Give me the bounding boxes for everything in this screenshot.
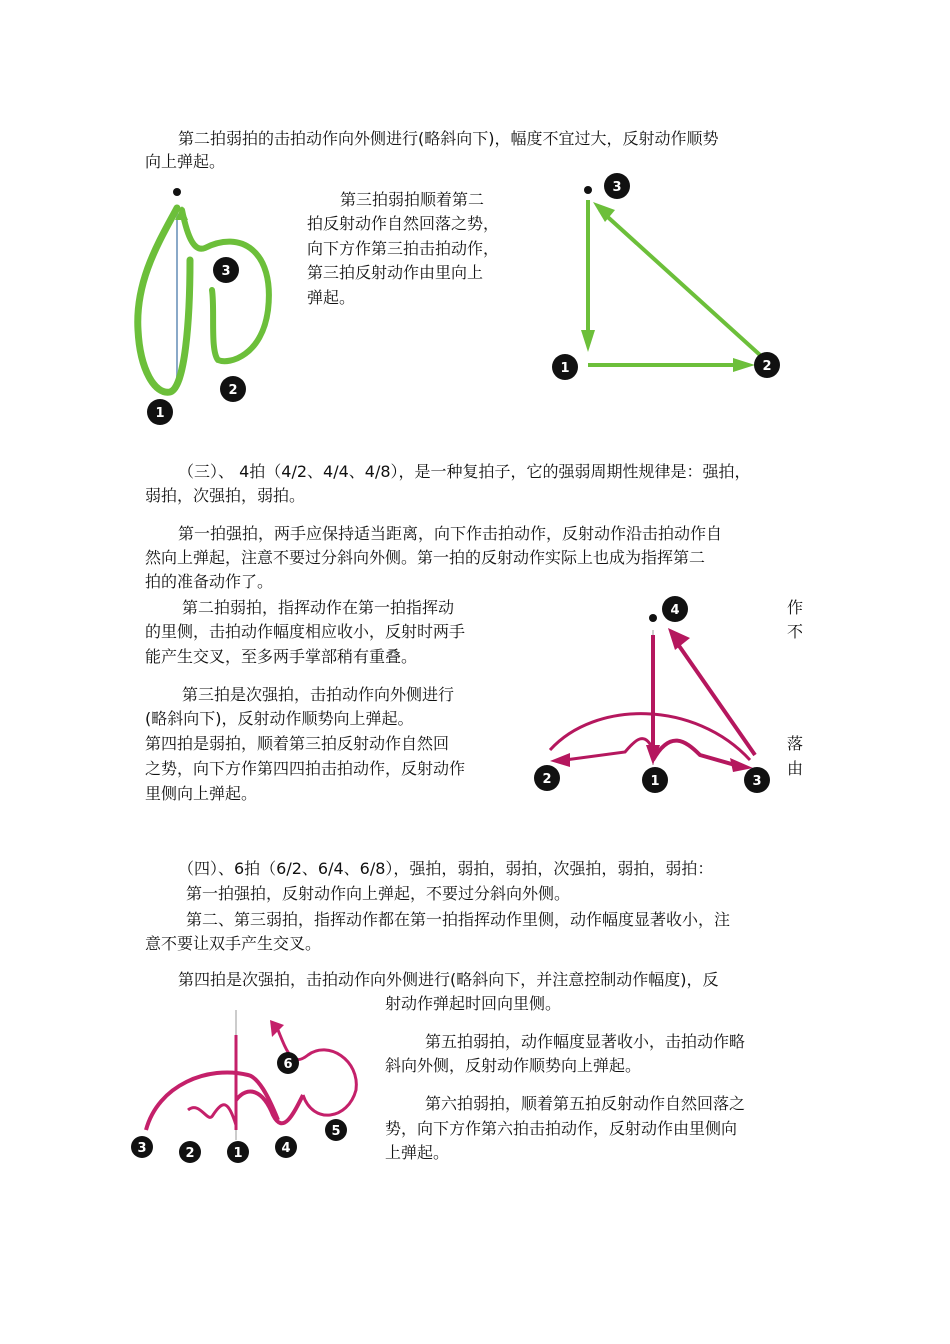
svg-text:4: 4 xyxy=(281,1141,291,1156)
text-four-beat1-line2: 然向上弹起，注意不要过分斜向外侧。第一拍的反射动作实际上也成为指挥第二 xyxy=(145,548,706,567)
loop-stroke-right xyxy=(182,210,269,361)
svg-text:1: 1 xyxy=(650,774,660,789)
svg-text:1: 1 xyxy=(560,361,570,376)
four-beat-figure xyxy=(525,590,785,800)
third-beat-line xyxy=(600,210,760,355)
three-beat-triangle-figure xyxy=(545,170,795,385)
text-beat2-line1: 第二拍弱拍的击拍动作向外侧进行(略斜向下)，幅度不宜过大，反射动作顺势 xyxy=(178,129,719,148)
second-beat-arrow xyxy=(733,358,755,372)
beat-marker-1 xyxy=(147,399,173,425)
fourth-beat-stroke xyxy=(236,1092,303,1124)
second-beat-arrow xyxy=(550,753,570,767)
svg-text:2: 2 xyxy=(185,1146,195,1161)
text-six-beat1: 第一拍强拍，反射动作向上弹起，不要过分斜向外侧。 xyxy=(186,884,571,903)
text-four-beat2-line2: 的里侧，击拍动作幅度相应收小，反射时两手 xyxy=(145,622,466,641)
text-beat3-line2: 拍反射动作自然回落之势， xyxy=(307,214,500,233)
text-four-beat4-line3: 里侧向上弹起。 xyxy=(145,784,258,803)
text-four-beat4-right1: 落 xyxy=(787,734,804,753)
beat-marker-3 xyxy=(213,257,239,283)
text-four-beat2-right2: 不 xyxy=(787,622,804,641)
text-four-beat4-line2: 之势，向下方作第四四拍击拍动作，反射动作 xyxy=(145,759,466,778)
text-four-beat4-right2: 由 xyxy=(787,759,804,778)
text-six-beat6-line2: 势，向下方作第六拍击拍动作，反射动作由里侧向 xyxy=(385,1119,738,1138)
text-beat3-line5: 弹起。 xyxy=(307,288,356,307)
beat-marker-2 xyxy=(534,765,560,791)
beat-marker-1 xyxy=(552,354,578,380)
beat-marker-2 xyxy=(179,1141,201,1163)
heading-six-beat: （四）、6拍（6/2、6/4、6/8），强拍，弱拍，弱拍，次强拍，弱拍，弱拍： xyxy=(178,859,714,878)
text-four-beat1-line1: 第一拍强拍，两手应保持适当距离，向下作击拍动作，反射动作沿击拍动作自 xyxy=(178,524,723,543)
heading-four-beat-line2: 弱拍，次强拍，弱拍。 xyxy=(145,486,306,505)
text-four-beat1-line3: 拍的准备动作了。 xyxy=(145,572,274,591)
heading-four-beat-line1: （三）、 4拍（4/2、4/4、4/8），是一种复拍子，它的强弱周期性规律是：强拍， xyxy=(178,462,751,481)
beat-marker-3 xyxy=(744,767,770,793)
text-beat3-line4: 第三拍反射动作由里向上 xyxy=(307,263,484,282)
third-beat-arc xyxy=(146,1072,278,1130)
text-four-beat3-line1: 第三拍是次强拍，击拍动作向外侧进行 xyxy=(182,685,455,704)
text-beat3-line1: 第三拍弱拍顺着第二 xyxy=(340,190,485,209)
start-dot xyxy=(584,186,592,194)
svg-text:2: 2 xyxy=(542,772,552,787)
fourth-beat-stroke xyxy=(675,640,755,755)
beat-marker-1 xyxy=(642,767,668,793)
start-dot xyxy=(649,614,657,622)
svg-text:6: 6 xyxy=(283,1057,293,1072)
second-beat-stroke xyxy=(188,1105,236,1125)
svg-text:2: 2 xyxy=(762,359,772,374)
text-four-beat2-line3: 能产生交叉，至多两手掌部稍有重叠。 xyxy=(145,647,418,666)
svg-text:5: 5 xyxy=(331,1124,341,1139)
text-four-beat4-line1: 第四拍是弱拍，顺着第三拍反射动作自然回 xyxy=(145,734,450,753)
beat-marker-4 xyxy=(662,596,688,622)
third-beat-stroke xyxy=(653,741,735,765)
beat-marker-2 xyxy=(220,376,246,402)
second-beat-stroke xyxy=(565,739,653,760)
downbeat-arrow xyxy=(581,330,595,352)
svg-text:1: 1 xyxy=(155,406,165,421)
svg-text:3: 3 xyxy=(137,1141,147,1156)
beat-marker-5 xyxy=(325,1119,347,1141)
text-six-beat5-line1: 第五拍弱拍，动作幅度显著收小，击拍动作略 xyxy=(425,1032,746,1051)
svg-text:3: 3 xyxy=(752,774,762,789)
svg-text:1: 1 xyxy=(233,1146,243,1161)
text-four-beat2-right1: 作 xyxy=(787,598,804,617)
beat-marker-4 xyxy=(275,1136,297,1158)
text-six-beat23-line2: 意不要让双手产生交叉。 xyxy=(145,934,322,953)
loop-stroke-left xyxy=(138,208,190,392)
text-six-beat6-line1: 第六拍弱拍，顺着第五拍反射动作自然回落之 xyxy=(425,1094,746,1113)
svg-text:3: 3 xyxy=(221,264,231,279)
text-beat3-line3: 向下方作第三拍击拍动作， xyxy=(307,239,500,258)
beat-marker-3 xyxy=(131,1136,153,1158)
beat-marker-6 xyxy=(277,1052,299,1074)
fourth-beat-arrow xyxy=(668,628,690,650)
text-four-beat2-line1: 第二拍弱拍，指挥动作在第一拍指挥动 xyxy=(182,598,455,617)
text-six-beat23-line1: 第二、第三弱拍，指挥动作都在第一拍指挥动作里侧，动作幅度显著收小，注 xyxy=(186,910,731,929)
text-six-beat6-line3: 上弹起。 xyxy=(385,1143,450,1162)
text-six-beat4-line1: 第四拍是次强拍，击拍动作向外侧进行(略斜向下，并注意控制动作幅度)，反 xyxy=(178,970,719,989)
text-six-beat4-line2: 射动作弹起时回向里侧。 xyxy=(385,994,562,1013)
svg-text:4: 4 xyxy=(670,603,680,618)
text-six-beat5-line2: 斜向外侧，反射动作顺势向上弹起。 xyxy=(385,1056,642,1075)
start-dot xyxy=(173,188,181,196)
text-four-beat3-line2: (略斜向下)，反射动作顺势向上弹起。 xyxy=(145,709,414,728)
svg-text:3: 3 xyxy=(612,180,622,195)
beat-marker-1 xyxy=(227,1141,249,1163)
beat-marker-2 xyxy=(754,352,780,378)
text-beat2-line2: 向上弹起。 xyxy=(145,152,226,171)
six-beat-figure xyxy=(128,1005,373,1165)
svg-text:2: 2 xyxy=(228,383,238,398)
sixth-beat-arrow xyxy=(270,1020,284,1037)
three-beat-loop-figure xyxy=(130,180,290,430)
beat-marker-3 xyxy=(604,173,630,199)
